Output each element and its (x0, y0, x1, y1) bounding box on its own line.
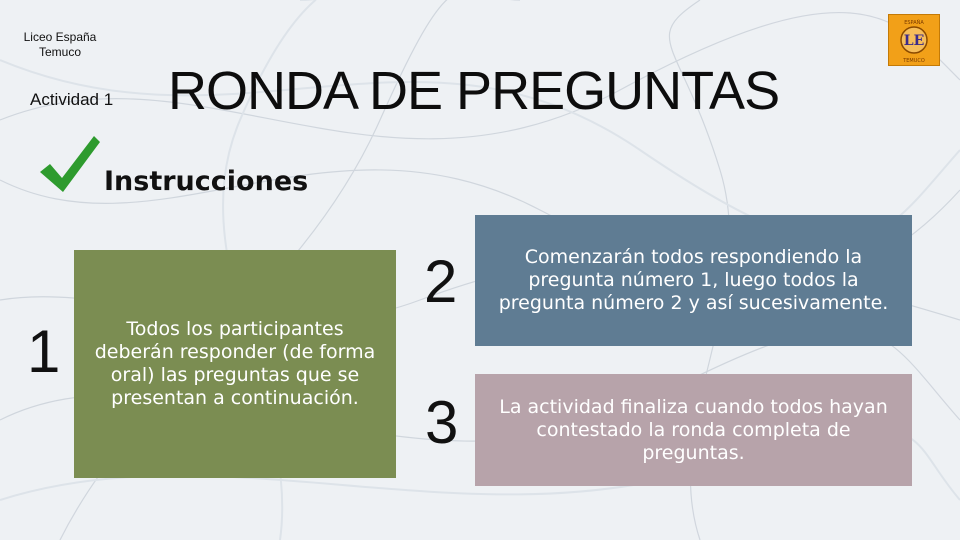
step-number-2: 2 (424, 248, 458, 315)
step-number-3: 3 (425, 389, 459, 456)
school-logo (888, 14, 940, 66)
step-box-2 (475, 215, 912, 346)
page-title: RONDA DE PREGUNTAS (168, 61, 780, 121)
school-name (14, 30, 106, 60)
school-name-line1: Liceo España (23, 30, 97, 44)
checkmark-icon (36, 132, 104, 198)
logo-bottom-text: TEMUCO (903, 58, 925, 64)
step-text-2: Comenzarán todos respondiendo la pregunta número 1, luego todos la pregunta número 2 y así sucesivamente. (498, 246, 889, 314)
step-text-1: Todos los participantes deberán responder (de forma oral) las preguntas que se presentan a continuación. (94, 318, 376, 409)
step-box-3 (475, 374, 912, 486)
section-heading: Instrucciones (104, 166, 309, 197)
step-text-3: La actividad finaliza cuando todos hayan contestado la ronda completa de preguntas. (499, 395, 888, 464)
school-name-line2: Temuco (38, 45, 82, 59)
activity-label: Actividad 1 (30, 90, 114, 109)
logo-monogram: LE (903, 33, 925, 49)
step-box-1 (74, 250, 396, 478)
school-seal-icon (889, 15, 939, 65)
logo-top-text: ESPAÑA (904, 20, 924, 26)
step-number-1: 1 (27, 318, 61, 385)
